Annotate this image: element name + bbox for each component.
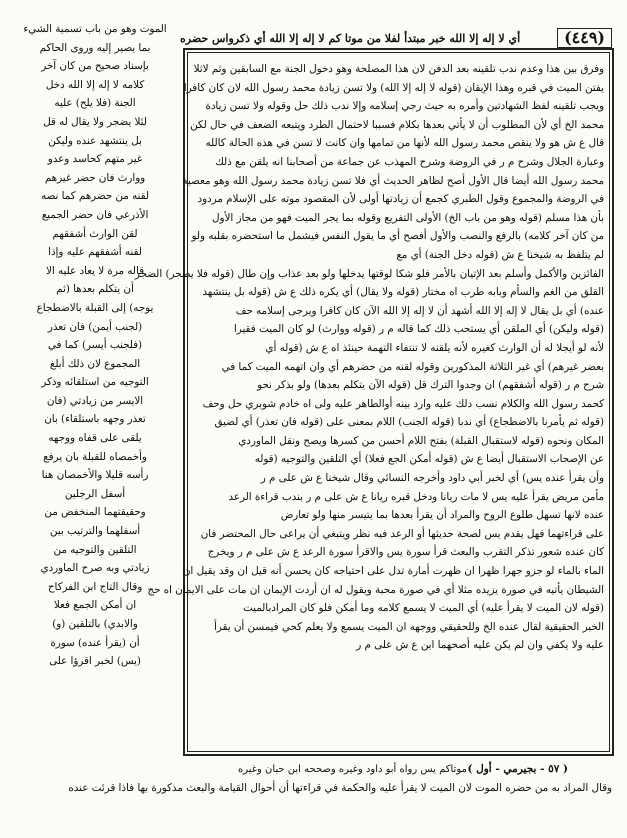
main-text-line: وفرق بين هذا وعدم ندب تلقينه بعد الدفن لان هذا المصلحة وهو دخول الجنة مع السابقين وثم لاثلا — [193, 63, 604, 75]
bottom-text-line: وقال المراد به من حضره الموت لان الميت لا يقرأ عليه والحكمة في قراءتها أن أحوال القيامة والبعث مذكورة بها فاذا قرئت عنده — [68, 782, 612, 794]
footer-running-text: موتاكم يس رواه أبو داود وغيره وصححه ابن حبان وغيره — [238, 763, 467, 775]
main-text-line: شرح م ر (قوله أشفقهم) ان وجدوا الترك قل (قوله الآن يتكلم بعدها) ولو بذكر نحو — [257, 379, 604, 392]
main-text-line: بعضر غيرهم) أي غير الثلاثة المذكورين وقوله لقنه من حضرهم أي وان اتهمه الميت كما في — [221, 360, 604, 373]
margin-text-line: أسفلهما والترتيب بين — [49, 525, 141, 538]
page-footer — [238, 760, 568, 778]
margin-text-line: ووارث فان حضر غيرهم — [44, 171, 146, 184]
margin-text-line: قاله مرة لا يعاد عليه الا — [45, 264, 145, 277]
margin-text-line: الأذرعي فان حضر الجميع — [41, 208, 149, 221]
margin-text-line: بل ينتشهد عنده وليكن — [48, 134, 142, 147]
running-header: أي لا إله إلا الله خبر مبتدأ لفلا من موتا كم لا إله إلا الله أي ذكرواس حضره — [180, 31, 521, 45]
main-text-line: الماء بالماء لو جزو جهرا ظهرا ان ظهرت أمارة تدل على احتياجه كان يحسن أنه قيل ان وقد يقيل ان — [182, 565, 604, 578]
main-text-line: من كان آخر كلامه) بالرفع والنصب والأول أفصح أي ما يقول النفس فيشمل ما استحضره بقلبه ولو — [191, 230, 604, 243]
main-text-line: وعبارة الجلال وشرح م ر في الروضة وشرح المهذب عن جماعة من أصحابنا انه يلقن مع ذلك — [215, 155, 604, 168]
margin-text-line: يوجه) إلى القبلة بالاضطجاع — [36, 301, 154, 314]
main-text-line: قال ع ش هو ولا ينقص محمد رسول الله لأنها من تمامها وان كانت لا تسن في هذه الحالة كالله — [205, 137, 604, 150]
main-text-line: الخبر الحقيقية لقال عنده الخ وللحقيقي ووجهه ان الميت يسمع ولا يعلم كحي فيمسن أن يقرأ — [213, 620, 604, 633]
page-number: (٤٤٩) — [557, 28, 612, 48]
main-text-line: (قوله ثم يأمرنا بالاضطجاع) أي ندبا (قوله الجنب) اللام بمعنى على (قوله فان تعذر) أي لضيق — [214, 416, 604, 429]
margin-text-line: وقال التاج ابن الفركاح — [47, 580, 143, 593]
margin-text-line: أن (يقرأ عنده) سورة — [50, 636, 140, 649]
main-text-line: عنده لانها تسهل طلوع الروح والمراد أن يقرأ بعدها بما يتيسر منها ولو تعارض — [280, 509, 604, 522]
main-text-line: عليه ولا يكفي وان لم يكن عليه أصحهما ابن ع ش على م ر — [356, 639, 604, 652]
main-text-line: القلق من الغم والسأم وبابه طرب اه مختار (قوله ولا يقال) أي يكره ذلك ع ش (قوله بل ينتشهد — [202, 286, 604, 299]
main-text-line: الفائزين والأكمل وأسلم بعد الإتيان بالأمر فلو شكا لوقتها يدخلها ولو بعد عذاب وإن طال (قوله فلا يضجر) الضجر — [134, 267, 604, 280]
margin-text-line: زيادتي وبه صرح الماوردي — [40, 562, 150, 575]
margin-text-line: غير متهم كحاسد وعدو — [47, 153, 143, 166]
main-text-line: لم يتلفظ به شيخنا ع ش (قوله دخل الجنة) أي مع — [396, 248, 604, 261]
margin-text-line: كلامه لا إله إلا الله دخل — [45, 78, 145, 91]
margin-text-line: الموت وهو من باب تسمية الشيء — [23, 23, 167, 35]
margin-text-line: رأسه قليلا والأخمصان هنا — [41, 469, 149, 482]
margin-text-line: ان أمكن الجمع فعلا — [53, 599, 137, 612]
margin-text-line: الايسر من زيادتي (فان — [46, 394, 144, 407]
margin-text-line: بإسناد صحيح من كان آخر — [41, 60, 149, 73]
signature-mark: ( ٥٧ - بجيرمي - أول ) — [467, 763, 568, 775]
main-text-line: محمد الخ أي لأن المطلوب أن لا يأتي بعدها بكلام فسببا لاحتمال الطرد ويتبعه الضعف في حال لكن — [190, 118, 604, 131]
main-text-line: عنده) أي بل يقال لا إله إلا الله أشهد أن لا إله إلا الله الآن كان كافرا ويرجى إسلامه حف — [235, 304, 604, 317]
main-text-line: وأن يقرأ عنده يس) أي لخبر أبي داود وأخرجه النسائي وقال شيخنا ع ش على م ر — [260, 472, 604, 485]
margin-text-line: بما يصير إليه وروى الحاكم — [39, 41, 151, 54]
margin-text-line: أسفل الرجلين — [64, 487, 126, 500]
margin-text-line: والابدي) بالتلقين (و) — [52, 618, 138, 630]
main-text-line: كان عنده شعور تذكر التقرب والبعث قرأ سورة يس والاقرأ سورة الرعد ع ش على م ر ويخرج — [207, 546, 604, 559]
main-text-line: عن الإصحاب الاستقبال أيضا ع ش (قوله أمكن الجع فعلا) أي التلقين والتوجيه (قوله — [254, 453, 604, 466]
main-text-line: محمد رسول الله أيضا قال الأول أصح لظاهر الحديث أي فلا تسن زيادة محمد رسول الله وهو معصية — [182, 174, 604, 187]
margin-text-line: (فلجنب أيسر) كما في — [47, 339, 143, 352]
margin-text-line: (لجنب أيمن) فان تعذر — [47, 320, 143, 333]
margin-text-line: لقن الوارث أشفقهم — [52, 227, 138, 240]
main-text-line: (قوله وليكن) أي الملقن أي يستحب ذلك كما قاله م ر (قوله ووارث) لو كان الميت فقيرا — [233, 323, 604, 336]
margin-text-line: أن يتكلم بعدها (ثم — [56, 283, 134, 296]
margin-text-line: الجنة (فلا يلح) عليه — [54, 97, 136, 110]
main-text-line: المكان ونحوه (قوله لاستقبال القبلة) بفتح اللام أحسن من كسرها ويصح ونقل الماوردي — [238, 434, 604, 447]
main-text-line: ويجب تلقينه لفظ الشهادتين وأمره به حيث رجي إسلامه وإلا ندب ذلك حل وقوله ولا تسن زيادة — [205, 100, 604, 113]
main-text-line: على قراءتهما فهل يقدم يس لصحة حديثها أو الرعد فيه نظر ويتبغي أن يراعى حال المحتضر فان — [200, 527, 604, 540]
main-text-line: لأنه لو أيجلا له أن الوارث كغيره لأنه يلقنه لا تنتفاء التهمة حينئذ اه ع ش (قوله أي — [265, 341, 604, 354]
margin-text-line: لقنه من حضرهم كما نصه — [41, 190, 149, 203]
main-text-line: مأمن مريض يقرأ عليه يس لا مات ريانا ودخل قبره ريانا ع ش على م ر بندب قراءة الرعد — [228, 490, 604, 503]
main-commentary-text — [134, 60, 604, 746]
margin-text-line: التوجيه من استلقائه وذكر — [41, 376, 149, 389]
main-text-line: الشيطان يأتيه في صورة يزيده مثلا أي في صورة محبة ويقول له ان أردت الإيمان ان مات على الايمان اه حج — [147, 583, 604, 596]
main-text-line: بأن هذا مسلم (قوله وهو من باب الخ) الأولى التفريع وقوله بما يجر الميت فهو من مجاز الأول — [212, 211, 604, 224]
margin-text-line: تعذر وجهه باستلقاء) بان — [44, 413, 146, 426]
margin-text-line: لئلا يضجر ولا يقال له قل — [43, 115, 147, 128]
margin-text-line: وأخمصاه للقبلة بان يرفع — [43, 450, 147, 463]
margin-text-column — [14, 20, 176, 780]
main-text-line: في الروضة والمجموع وقول الطبري كجمع أن زيادتها أولى لأن المقصود موته على الإسلام مردود — [197, 193, 604, 206]
margin-text-line: (يس) لخبر اقرؤا على — [49, 655, 141, 668]
main-text-frame — [134, 48, 614, 756]
bottom-text — [22, 780, 612, 797]
main-text-line: كحمد رسول الله والكلام نسب دلك عليه وارد بينه أوالطاهر عليه ولى اه خادم شوبري حل وحف — [202, 397, 604, 410]
margin-text-line: يلقى على قفاه ووجهه — [48, 432, 142, 445]
margin-text-line: لقنه أشفقهم عليه وإذا — [48, 246, 142, 259]
margin-text-line: التلقين والتوجيه من — [53, 543, 137, 556]
margin-text-line: المجموع لان ذلك أبلغ — [49, 357, 141, 370]
margin-text-line: وحقيقتهما المنخفض من — [44, 506, 146, 519]
main-text-line: (قوله لان الميت لا يقرأ عليه) أي الميت لا يسمع كلامه وما أمكن فلو كان المرادبالميت — [243, 602, 604, 615]
main-text-line: يفتن الميت في قبره وهذا الإيقان (قوله لا إله إلا الله) ولا تسن زيادة محمد رسول الله لان كان كافرا — [183, 81, 604, 94]
